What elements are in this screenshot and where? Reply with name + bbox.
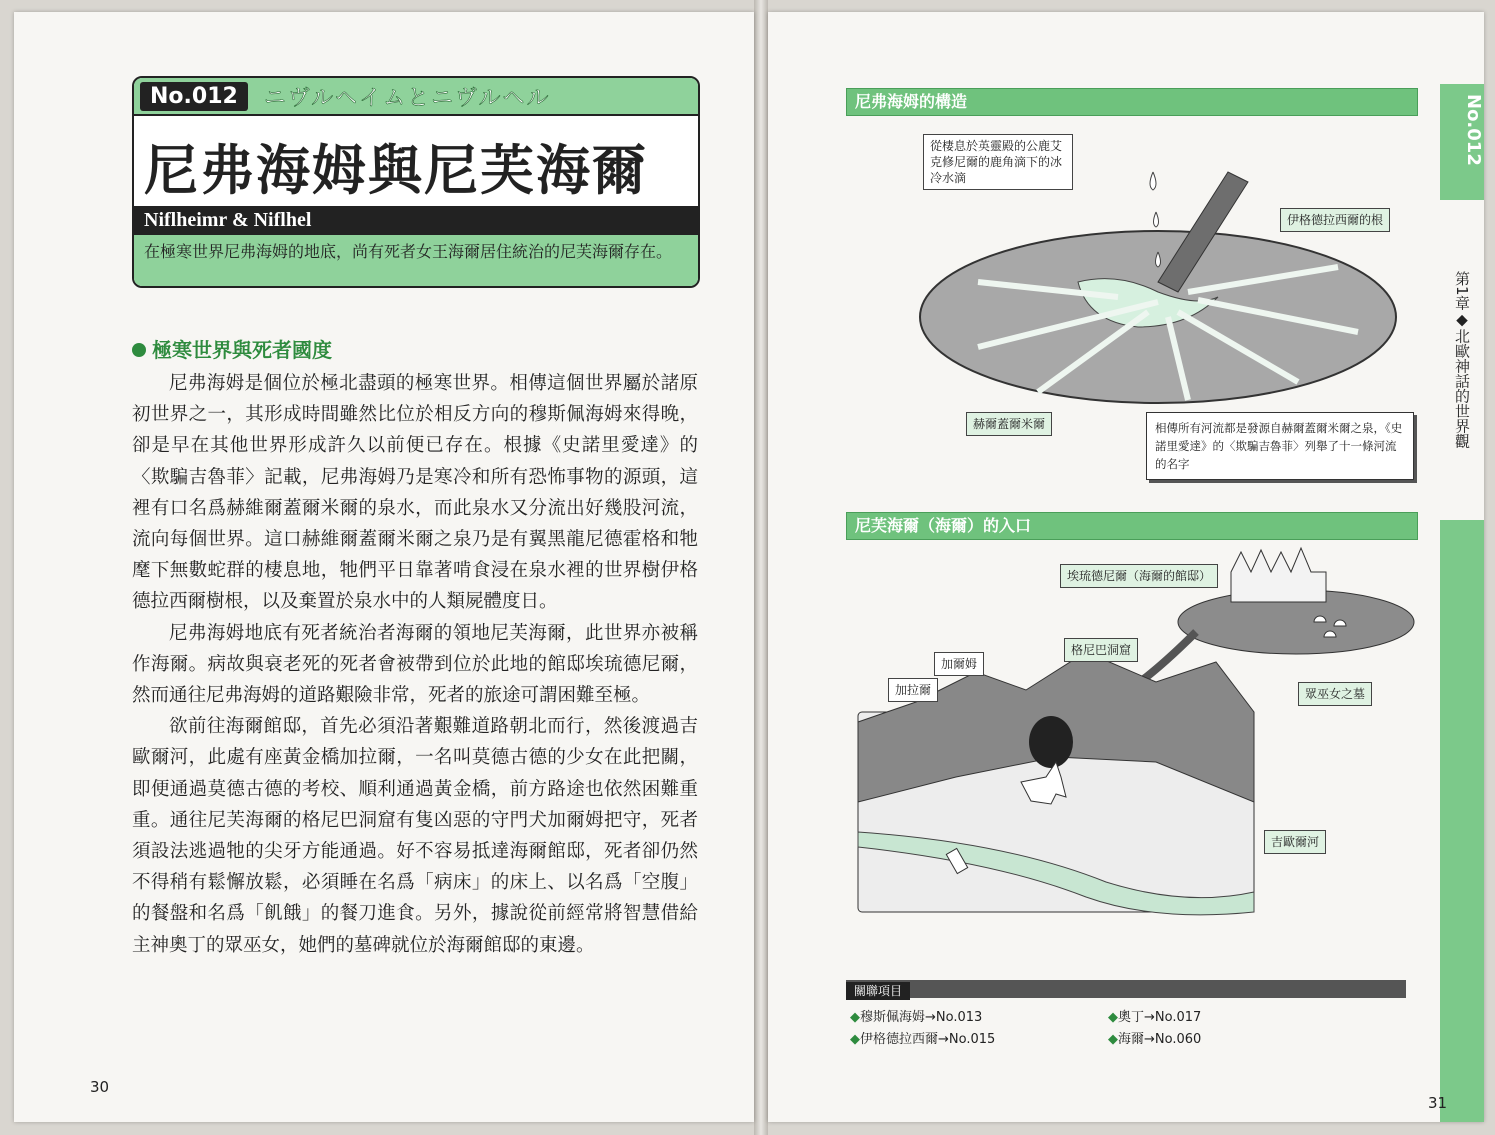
related-item[interactable]: ◆穆斯佩海姆→No.013	[850, 1010, 983, 1025]
niflhel-entrance-illustration	[856, 542, 1416, 932]
header-top-bar	[134, 78, 698, 116]
diamond-icon: ◆	[1108, 1010, 1118, 1025]
callout-garm: 加爾姆	[934, 652, 984, 676]
page-title: 尼弗海姆與尼芙海爾	[144, 138, 648, 202]
bullet-dot-icon	[132, 343, 146, 357]
related-item[interactable]: ◆奧丁→No.017	[1108, 1010, 1202, 1025]
section-bar-structure: 尼弗海姆的構造	[846, 88, 1418, 116]
callout-hall: 埃琉德尼爾（海爾的館邸）	[1060, 564, 1218, 588]
chapter-side-tab	[1440, 84, 1484, 1122]
callout-drops: 從棲息於英靈殿的公鹿艾克修尼爾的鹿角滴下的冰冷水滴	[923, 134, 1073, 190]
diamond-icon: ◆	[850, 1010, 860, 1025]
entry-header	[132, 76, 700, 288]
callout-river: 吉歐爾河	[1264, 830, 1326, 854]
related-item[interactable]: ◆伊格德拉西爾→No.015	[850, 1032, 996, 1047]
summary-text: 在極寒世界尼弗海姆的地底，尚有死者女王海爾居住統治的尼芙海爾存在。	[134, 235, 698, 288]
entry-number: No.012	[140, 82, 248, 111]
related-item[interactable]: ◆海爾→No.060	[1108, 1032, 1202, 1047]
right-page	[768, 12, 1484, 1122]
left-page	[14, 12, 754, 1122]
section-bar-entrance: 尼芙海爾（海爾）的入口	[846, 512, 1418, 540]
river-note: 相傳所有河流都是發源自赫爾蓋爾米爾之泉，《史諾里愛達》的〈欺騙吉魯菲〉列舉了十一條河流的名字	[1146, 412, 1414, 480]
diamond-icon: ◆	[1108, 1032, 1118, 1047]
page-number: 30	[90, 1078, 110, 1096]
diamond-icon: ◆	[850, 1032, 860, 1047]
related-label: 關聯項目	[846, 982, 910, 1000]
hall-building	[1231, 548, 1326, 602]
paragraph: 尼弗海姆是個位於極北盡頭的極寒世界。相傳這個世界屬於諸原初世界之一，其形成時間雖然比位於相反方向的穆斯佩海姆來得晚，卻是早在其他世界形成許久以前便已存在。根據《史諾里愛達》的〈欺騙吉魯菲〉記載，尼弗海姆乃是寒冷和所有恐怖事物的源頭，這裡有口名爲赫維爾蓋爾米爾的泉水，而此泉水又分流出好幾股河流，流向每個世界。這口赫維爾蓋爾米爾之泉乃是有翼黑龍尼德霍格和牠麾下無數蛇群的棲息地，牠們平日靠著啃食浸在泉水裡的世界樹伊格德拉西爾樹根，以及棄置於泉水中的人類屍體度日。	[132, 373, 698, 613]
japanese-title: ニヴルヘイムとニヴルヘル	[263, 85, 551, 111]
page-number: 31	[1428, 1094, 1448, 1112]
cave-opening	[1029, 716, 1073, 768]
book-gutter	[754, 0, 768, 1135]
section-heading-text: 極寒世界與死者國度	[152, 338, 332, 362]
paragraph: 尼弗海姆地底有死者統治者海爾的領地尼芙海爾，此世界亦被稱作海爾。病故與衰老死的死者會被帶到位於此地的館邸埃琉德尼爾，然而通往尼弗海姆的道路艱險非常，死者的旅途可謂困難至極。	[132, 622, 698, 707]
callout-bridge: 加拉爾	[888, 678, 938, 702]
callout-graves: 眾巫女之墓	[1298, 682, 1372, 706]
callout-root: 伊格德拉西爾的根	[1280, 208, 1390, 232]
section-heading	[132, 334, 332, 363]
body-text	[132, 368, 698, 961]
side-chapter-title: 第1章◆北歐神話的世界觀	[1440, 200, 1484, 520]
callout-cave: 格尼巴洞窟	[1064, 638, 1138, 662]
paragraph: 欲前往海爾館邸，首先必須沿著艱難道路朝北而行，然後渡過吉歐爾河，此處有座黃金橋加拉爾，一名叫莫德古德的少女在此把關，即便通過莫德古德的考校、順利通過黃金橋，前方路途也依然困難重重。通往尼芙海爾的格尼巴洞窟有隻凶惡的守門犬加爾姆把守，死者須設法逃過牠的尖牙方能通過。好不容易抵達海爾館邸，死者卻仍然不得稍有鬆懈放鬆，必須睡在名爲「病床」的床上、以名爲「空腹」的餐盤和名爲「飢餓」的餐刀進食。另外，據說從前經常將智慧借給主神奧丁的眾巫女，她們的墓碑就位於海爾館邸的東邊。	[132, 716, 698, 956]
callout-spring: 赫爾蓋爾米爾	[966, 412, 1052, 436]
english-title: Niflheimr & Niflhel	[134, 206, 698, 235]
related-items-bar	[846, 980, 1406, 998]
side-entry-number: No.012	[1463, 94, 1484, 166]
